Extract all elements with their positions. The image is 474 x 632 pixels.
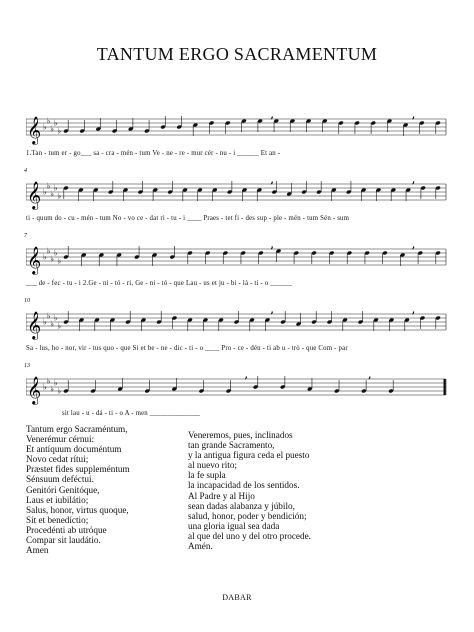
flat-icon: ♭ [50,384,54,394]
spanish-line: sean dadas alabanza y júbilo, [188,500,295,511]
lyric-line: sit lau - u - dá - ti - o A - men ______________ [62,410,201,417]
latin-line: Salus, honor, virtus quoque, [26,504,129,515]
music-staff [26,308,448,348]
flat-icon: ♭ [50,254,54,264]
latin-line: Procedénti ab utróque [26,524,107,535]
flat-icon: ♭ [57,126,62,136]
flat-icon: ♭ [57,191,62,201]
latin-line: Venerémur cérnui: [26,434,95,445]
breath-mark-icon: , [270,113,274,121]
spanish-line: y la antigua figura ceda el puesto [188,450,310,461]
flat-icon: ♭ [43,382,47,392]
breath-mark-icon: , [411,243,416,251]
treble-clef-icon: 𝄞 [27,116,42,144]
breath-mark-icon: , [411,308,416,316]
measure-number: 13 [24,363,30,369]
spanish-line: salud, honor, poder y bendición; [188,510,307,521]
flat-icon: ♭ [46,246,51,256]
spanish-line: Amén. [188,541,213,552]
final-barline [444,379,446,395]
latin-line: Genitóri Genitóque, [26,484,100,495]
spanish-text [188,430,311,551]
page-title: TANTUM ERGO SACRAMENTUM [96,44,378,64]
measure-number: 4 [24,168,27,174]
flat-icon: ♭ [53,313,58,323]
flat-icon: ♭ [46,116,51,126]
latin-line: Sit et benedíctio; [26,514,89,525]
latin-line: Amen [26,545,49,556]
treble-clef-icon: 𝄞 [27,376,42,404]
measure-number: 10 [24,298,30,304]
flat-icon: ♭ [53,378,58,388]
spanish-line: Veneremos, pues, inclinados [188,430,293,440]
breath-mark-icon: , [411,178,416,186]
measure-number: 7 [24,233,27,239]
latin-line: Compar sit laudátio. [26,535,101,546]
flat-icon: ♭ [46,181,51,191]
flat-icon: ♭ [43,317,47,327]
treble-clef-icon: 𝄞 [27,311,42,339]
latin-line: Novo cedat rítui; [26,454,89,465]
flat-icon: ♭ [53,183,58,193]
breath-mark-icon: , [244,373,248,381]
flat-icon: ♭ [43,252,47,262]
lyric-line: 1.Tan - tum er - go___ sa - cra - mén - tum Ve - ne - re - mur cér - nu - i ______ Et an - [26,150,281,157]
latin-line: Sénsuum deféctui. [26,474,94,485]
lyric-line: ___ de - fec - tu - i 2.Ge - ni - tó - ri, Ge - ni - tó - que Lau - us et ju - bi - lá - ti - o ______ [26,280,292,287]
flat-icon: ♭ [53,248,58,258]
treble-clef-icon: 𝄞 [27,246,42,274]
spanish-line: la incapacidad de los sentidos. [188,480,300,491]
flat-icon: ♭ [46,376,51,386]
flat-icon: ♭ [43,187,47,197]
footer-publisher: DABAR [222,593,252,602]
spanish-line: al nuevo rito; [188,460,237,471]
flat-icon: ♭ [46,311,51,321]
breath-mark-icon: , [368,373,372,381]
breath-mark-icon: , [270,308,274,316]
latin-line: Tantum ergo Sacraméntum, [26,424,128,434]
music-staff [26,178,448,218]
breath-mark-icon: , [270,178,274,186]
treble-clef-icon: 𝄞 [27,181,42,209]
spanish-line: la fe supla [188,470,226,481]
music-staff [26,243,448,283]
lyric-line: ti - quum do - cu - mén - tum No - vo ce - dat ri - tu - i ____ Praes - tet fi - des sup - ple - mén - tum Sén - sum [26,215,350,222]
breath-mark-icon: , [270,243,274,251]
flat-icon: ♭ [57,386,62,396]
spanish-line: tan grande Sacramento, [188,440,275,451]
music-staff [26,373,448,413]
spanish-line: Al Padre y al Hijo [188,490,255,501]
latin-line: Præstet fides suppleméntum [26,464,130,475]
flat-icon: ♭ [50,319,54,329]
breath-mark-icon: , [411,113,416,121]
latin-text [26,424,130,555]
flat-icon: ♭ [53,118,58,128]
lyric-line: Sa - lus, ho - nor, vir - tus quo - que Si et be - ne - dic - ti - o ____ Pro - ce - dén - ti ab u - trò - que Com - par [26,345,348,352]
flat-icon: ♭ [57,321,62,331]
flat-icon: ♭ [50,189,54,199]
flat-icon: ♭ [43,122,47,132]
flat-icon: ♭ [57,256,62,266]
flat-icon: ♭ [50,124,54,134]
spanish-line: una gloria igual sea dada [188,520,280,531]
music-staff [26,113,448,153]
spanish-line: al que del uno y del otro procede. [188,530,311,541]
latin-line: Et antíquum documéntum [26,444,122,455]
latin-line: Laus et iubilátio; [26,494,89,505]
